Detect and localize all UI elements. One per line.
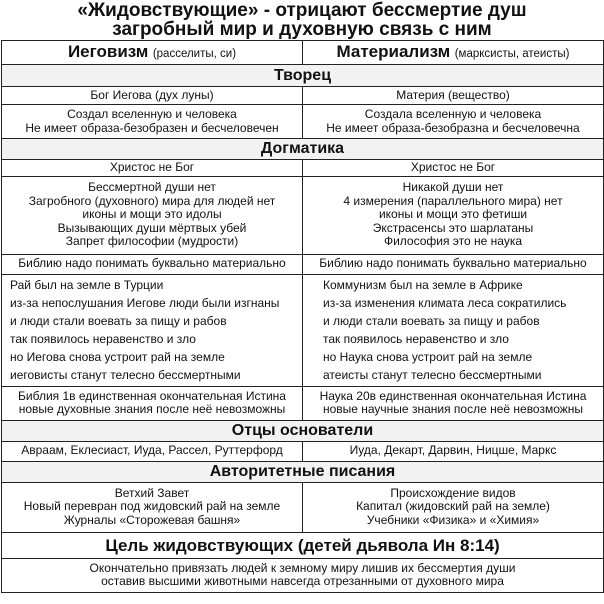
text-line: Происхождение видов (390, 485, 516, 500)
text-line: Не имеет образа-безобразна и бесчеловечна (326, 120, 580, 135)
section-founders: Отцы основатели (2, 420, 604, 441)
title-line-2: загробный мир и духовную связь с ним (112, 19, 492, 40)
text-line: Наука 20в единственная окончательная Истина (319, 388, 587, 403)
text-line: но Наука снова устроит рай на земле (323, 350, 533, 364)
text-line: Экстрасенсы это шарлатаны (372, 220, 534, 235)
dogmatics-left-story (2, 274, 303, 386)
text-line: атеисты станут телесно бессмертными (323, 368, 542, 382)
text-line: 4 измерения (параллельного мира) нет (343, 193, 563, 208)
text-line: оставив высшими животными навсегда отрезанными от духовного мира (101, 574, 504, 588)
text-line: и люди стали воевать за пищу и рабов (323, 314, 540, 328)
text-line: новые духовные знания после неё невозможны (18, 402, 286, 416)
section-creator: Творец (2, 65, 604, 87)
header-left (2, 41, 303, 65)
founders-right: Иуда, Декарт, Дарвин, Ницше, Маркс (303, 441, 604, 461)
column-header-row (2, 41, 604, 65)
section-scriptures: Авторитетные писания (2, 461, 604, 482)
header-right-sub: (марксисты, атеисты) (454, 47, 570, 60)
creator-right-name: Материя (вещество) (303, 87, 604, 105)
text-line: Запрет философии (мудрости) (65, 234, 239, 249)
header-left-sub: (расселиты, си) (152, 47, 237, 60)
text-line: Создала вселенную и человека (364, 107, 542, 121)
text-line: Вызывающих души мёртвых убей (57, 220, 247, 235)
dogmatics-right-story (303, 274, 604, 386)
section-goal: Цель жидовствующих (детей дьявола Ин 8:14) (2, 532, 604, 558)
text-line: Учебники «Физика» и «Химия» (366, 512, 540, 527)
scriptures-left (2, 482, 303, 532)
text-line: иконы и мощи это идолы (82, 207, 222, 222)
text-line: но Иегова снова устроит рай на земле (10, 350, 225, 364)
comparison-table (1, 40, 604, 593)
header-right-main: Материализм (336, 41, 451, 61)
creator-left-desc (2, 105, 303, 139)
dogmatics-right-truth (303, 386, 604, 420)
dogmatics-left-tenets (2, 176, 303, 254)
text-line: Создал вселенную и человека (67, 107, 237, 121)
founders-left: Авраам, Еклесиаст, Иуда, Рассел, Руттерфорд (2, 441, 303, 461)
text-line: Журналы «Сторожевая башня» (63, 512, 241, 527)
section-dogmatics: Догматика (2, 139, 604, 160)
text-line: из-за непослушания Иегове люди были изгнаны (10, 296, 280, 310)
text-line: Не имеет образа-безобразен и бесчеловечен (25, 120, 279, 135)
text-line: Загробного (духовного) мира для людей нет (28, 193, 276, 208)
header-right (303, 41, 604, 65)
text-line: Никакой души нет (402, 180, 504, 195)
dogmatics-left-truth (2, 386, 303, 420)
text-line: иконы и мощи это фетиши (378, 207, 528, 222)
header-left-main: Иеговизм (67, 41, 149, 61)
dogmatics-right-christ: Христос не Бог (303, 160, 604, 177)
text-line: Коммунизм был на земле в Африке (323, 278, 523, 292)
text-line: иеговисты станут телесно бессмертными (10, 368, 241, 382)
text-line: так появилось неравенство и зло (10, 332, 196, 346)
text-line: Философия это не наука (383, 234, 523, 249)
text-line: и люди стали воевать за пищу и рабов (10, 314, 227, 328)
text-line: Капитал (жидовский рай на земле) (356, 499, 550, 514)
dogmatics-left-bible: Библию надо понимать буквально материально (2, 254, 303, 274)
text-line: Библия 1в единственная окончательная Истина (18, 388, 286, 403)
creator-right-desc (303, 105, 604, 139)
text-line: Ветхий Завет (114, 485, 190, 500)
text-line: Бессмертной души нет (88, 180, 216, 195)
dogmatics-right-tenets (303, 176, 604, 254)
creator-left-name: Бог Иегова (дух луны) (2, 87, 303, 105)
dogmatics-left-christ: Христос не Бог (2, 160, 303, 177)
text-line: Рай был на земле в Турции (10, 278, 164, 292)
dogmatics-right-bible: Библию надо понимать буквально материально (303, 254, 604, 274)
text-line: из-за изменения климата леса сократились (323, 296, 567, 310)
text-line: так появилось неравенство и зло (323, 332, 509, 346)
goal-text (2, 558, 604, 592)
text-line: новые научные знания после неё невозможны (322, 402, 584, 416)
text-line: Новый перевран под жидовский рай на земле (23, 499, 281, 514)
scriptures-right (303, 482, 604, 532)
text-line: Окончательно привязать людей к земному миру лишив их бессмертия души (89, 560, 516, 575)
title-line-1: «Жидовствующие» - отрицают бессмертие душ (77, 0, 527, 21)
